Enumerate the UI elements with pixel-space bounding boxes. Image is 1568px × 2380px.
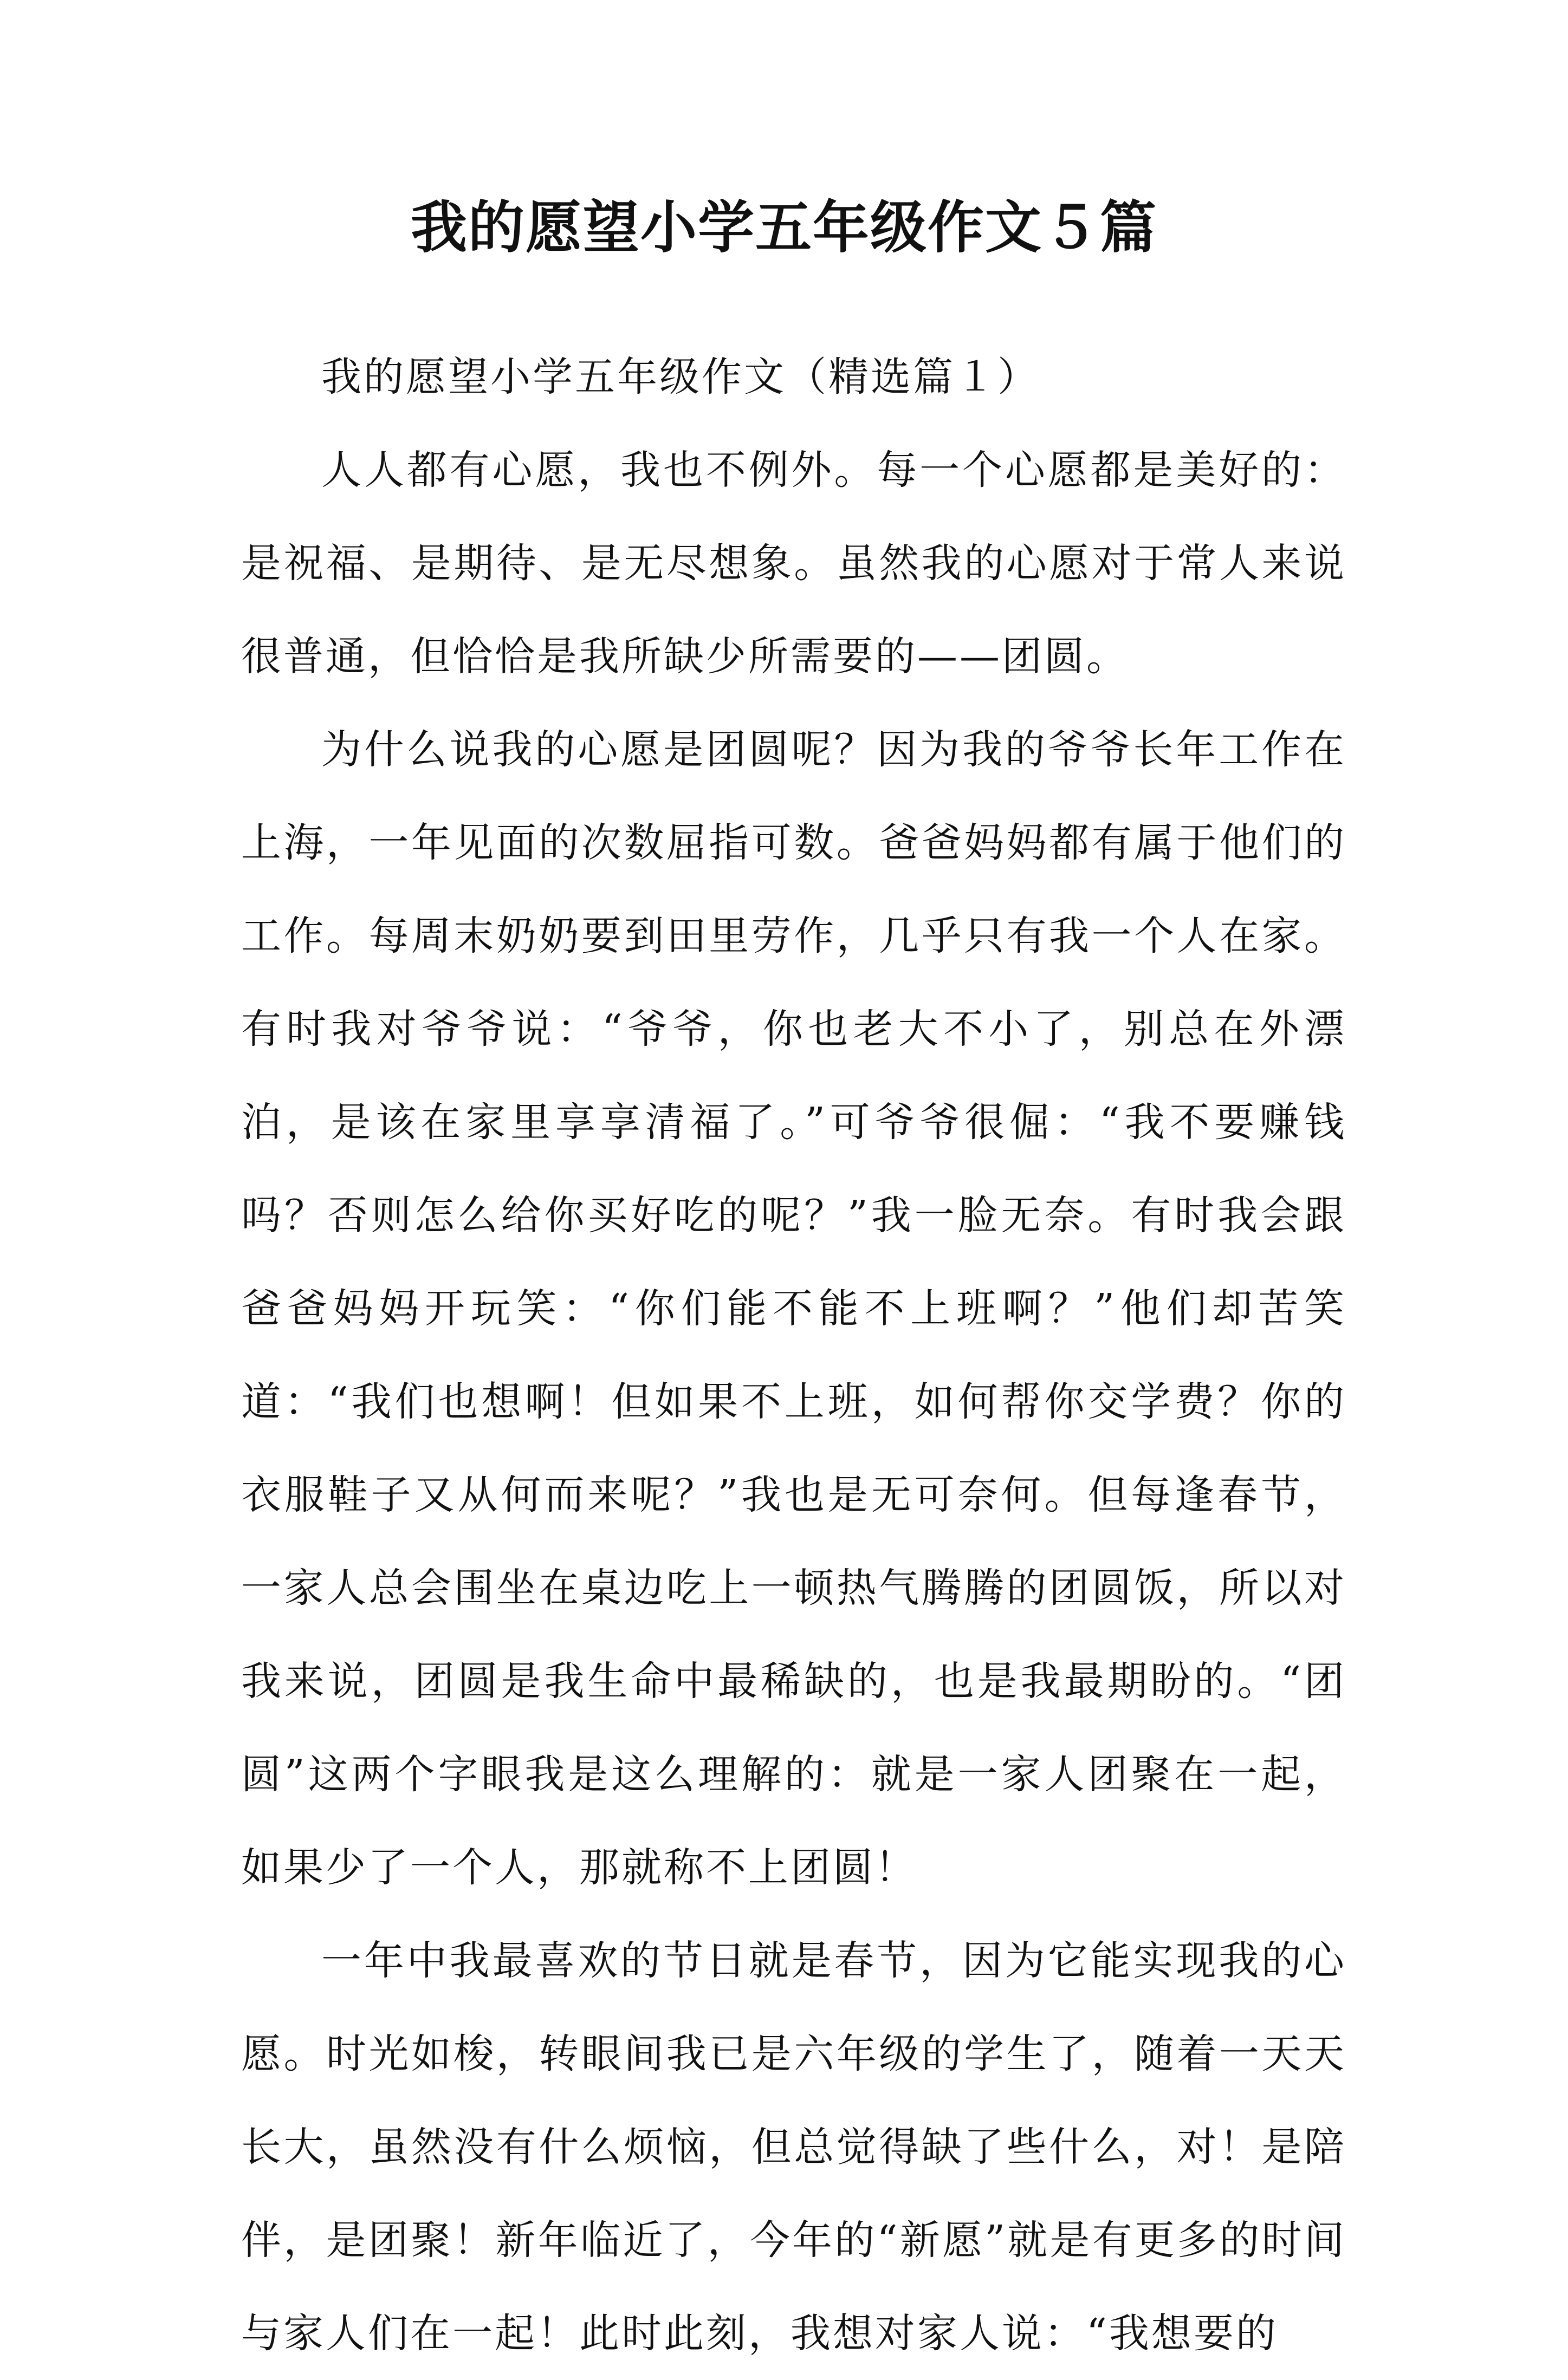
document-body — [241, 330, 1346, 2380]
section-heading: 我的愿望小学五年级作文（精选篇１） — [321, 354, 1040, 400]
paragraph-3: 一年中我最喜欢的节日就是春节，因为它能实现我的心愿。时光如梭，转眼间我已是六年级的学生了，随着一天天长大，虽然没有什么烦恼，但总觉得缺了些什么，对！是陪伴，是团聚！新年临近了，今年的“新愿”就是有更多的时间与家人们在一起！此时此刻，我想对家人说：“我想要的 — [241, 1937, 1346, 2357]
paragraph-1: 人人都有心愿，我也不例外。每一个心愿都是美好的：是祝福、是期待、是无尽想象。虽然我的心愿对于常人来说很普通，但恰恰是我所缺少所需要的——团圆。 — [241, 447, 1346, 680]
paragraph-2: 为什么说我的心愿是团圆呢？因为我的爷爷长年工作在上海，一年见面的次数屈指可数。爸爸妈妈都有属于他们的工作。每周末奶奶要到田里劳作，几乎只有我一个人在家。有时我对爷爷说：“爷爷，你也老大不小了，别总在外漂泊，是该在家里享享清福了。”可爷爷很倔：“我不要赚钱吗？否则怎么给你买好吃的呢？”我一脸无奈。有时我会跟爸爸妈妈开玩笑：“你们能不能不上班啊？”他们却苦笑道：“我们也想啊！但如果不上班，如何帮你交学费？你的衣服鞋子又从何而来呢？”我也是无可奈何。但每逢春节，一家人总会围坐在桌边吃上一顿热气腾腾的团圆饭，所以对我来说，团圆是我生命中最稀缺的，也是我最期盼的。“团圆”这两个字眼我是这么理解的：就是一家人团聚在一起，如果少了一个人，那就称不上团圆！ — [241, 726, 1346, 1891]
document-title: 我的愿望小学五年级作文５篇 — [410, 194, 1157, 261]
